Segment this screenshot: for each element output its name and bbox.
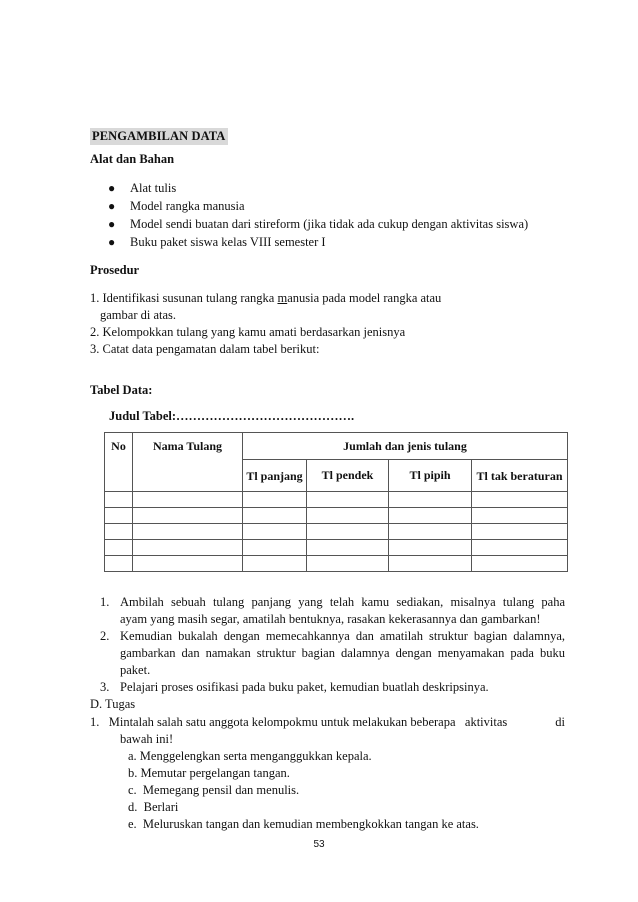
procedure-steps	[90, 291, 441, 359]
table-row	[105, 556, 568, 572]
instruction-item	[100, 679, 565, 696]
task-subitem: e. Meluruskan tangan dan kemudian membengkokkan tangan ke atas.	[128, 817, 479, 831]
step-text: anusia pada model rangka atau	[287, 291, 442, 305]
task-item-1	[90, 714, 565, 731]
list-item-text: Model sendi buatan dari stireform (jika tidak ada cukup dengan aktivitas siswa)	[130, 217, 529, 231]
procedure-step-1	[90, 291, 441, 308]
task-text: di	[555, 715, 565, 729]
instructions-list	[100, 594, 565, 696]
instruction-item	[100, 628, 565, 679]
procedure-step-3: 3. Catat data pengamatan dalam tabel berikut:	[90, 342, 320, 356]
task-subitem: b. Memutar pergelangan tangan.	[128, 766, 290, 780]
instruction-number: 2.	[100, 629, 110, 643]
list-item	[108, 235, 528, 253]
table-row	[105, 492, 568, 508]
tasks-heading: D. Tugas	[90, 697, 136, 711]
list-item-text: Model rangka manusia	[130, 199, 245, 213]
instruction-number: 1.	[100, 595, 110, 609]
table-row	[105, 508, 568, 524]
instruction-line: paket.	[120, 663, 151, 677]
procedure-step-1-cont: gambar di atas.	[100, 308, 177, 322]
procedure-step-2: 2. Kelompokkan tulang yang kamu amati berdasarkan jenisnya	[90, 325, 406, 339]
table-row	[105, 540, 568, 556]
table-row	[105, 524, 568, 540]
list-item	[108, 181, 528, 199]
page-number: 53	[313, 839, 325, 850]
instruction-number: 3.	[100, 680, 110, 694]
step-text-underlined: m	[277, 291, 288, 305]
col-short: Tl pendek	[307, 460, 389, 492]
data-table	[104, 432, 568, 572]
list-item-text: Alat tulis	[130, 181, 177, 195]
list-item	[108, 217, 528, 235]
instruction-line: Pelajari proses osifikasi pada buku paket, kemudian buatlah deskripsinya.	[120, 680, 489, 694]
bullet-icon: ●	[108, 235, 116, 249]
step-text: 1. Identifikasi susunan tulang rangka	[90, 291, 278, 305]
materials-heading: Alat dan Bahan	[90, 152, 175, 166]
instruction-item	[100, 594, 565, 628]
instruction-line: gambarkan dan namakan struktur bagian dalamnya dengan menyamakan pada buku	[120, 646, 565, 660]
instruction-line: ayam yang masih segar, amatilah bentuknya, rasakan kekerasannya dan gambarkan!	[120, 612, 541, 626]
col-long: Tl panjang	[243, 460, 307, 492]
col-group: Jumlah dan jenis tulang	[243, 433, 568, 460]
bullet-icon: ●	[108, 217, 116, 231]
col-flat: Tl pipih	[389, 460, 472, 492]
col-irregular: Tl tak beraturan	[472, 460, 568, 492]
tasks-list	[90, 714, 565, 833]
task-subitem: c. Memegang pensil dan menulis.	[128, 783, 300, 797]
bullet-icon: ●	[108, 199, 116, 213]
list-item-text: Buku paket siswa kelas VIII semester I	[130, 235, 326, 249]
task-subitem: a. Menggelengkan serta menganggukkan kepala.	[128, 749, 372, 763]
task-text: 1. Mintalah salah satu anggota kelompokmu untuk melakukan beberapa aktivitas	[90, 715, 508, 729]
bullet-icon: ●	[108, 181, 116, 195]
procedure-heading: Prosedur	[90, 263, 140, 277]
instruction-line: Ambilah sebuah tulang panjang yang telah kamu sediakan, misalnya tulang paha	[120, 595, 565, 609]
task-text: bawah ini!	[120, 732, 174, 746]
col-name: Nama Tulang	[133, 433, 243, 492]
table-caption: Judul Tabel:…………………………………….	[109, 409, 355, 423]
materials-list	[108, 181, 528, 253]
table-heading: Tabel Data:	[90, 383, 153, 397]
instruction-line: Kemudian bukalah dengan memecahkannya dan amatilah struktur bagian dalamnya,	[120, 629, 565, 643]
list-item	[108, 199, 528, 217]
section-title: PENGAMBILAN DATA	[90, 128, 228, 145]
col-no: No	[105, 433, 133, 492]
task-subitem: d. Berlari	[128, 800, 179, 814]
